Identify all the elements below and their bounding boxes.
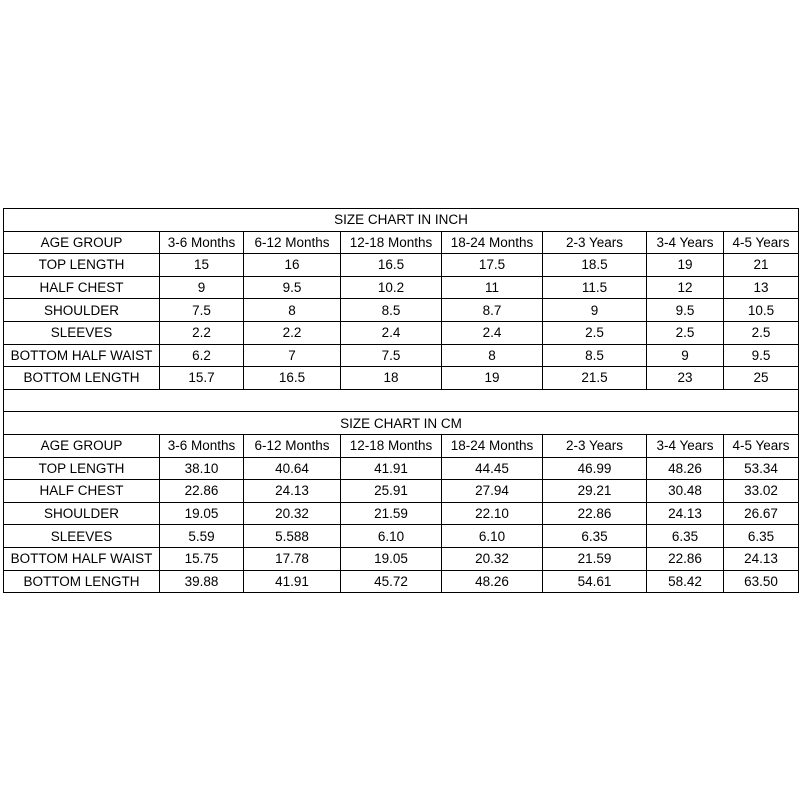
table-cell: 21.59 [543,547,647,570]
row-label: BOTTOM LENGTH [4,367,160,390]
table-cell: 6.35 [647,525,724,548]
table-cell: 7.5 [341,344,442,367]
spacer-row [4,389,799,412]
cm-chart-title: SIZE CHART IN CM [4,412,799,435]
row-label: HALF CHEST [4,480,160,503]
table-cell: 7 [244,344,341,367]
table-row [4,480,799,503]
cm-header-row [4,434,799,457]
column-header: 18-24 Months [442,231,543,254]
table-row [4,502,799,525]
table-cell: 38.10 [160,457,244,480]
column-header: 6-12 Months [244,434,341,457]
column-header: 12-18 Months [341,231,442,254]
table-cell: 21.5 [543,367,647,390]
table-row [4,570,799,593]
cm-title-row [4,412,799,435]
table-cell: 9.5 [724,344,799,367]
table-cell: 25.91 [341,480,442,503]
table-row [4,457,799,480]
table-cell: 5.59 [160,525,244,548]
table-row [4,299,799,322]
table-cell: 8 [244,299,341,322]
table-cell: 22.86 [543,502,647,525]
table-cell: 30.48 [647,480,724,503]
table-cell: 6.35 [724,525,799,548]
row-label: TOP LENGTH [4,254,160,277]
table-cell: 2.5 [543,321,647,344]
row-label: BOTTOM LENGTH [4,570,160,593]
table-cell: 53.34 [724,457,799,480]
row-label: SHOULDER [4,299,160,322]
table-cell: 22.10 [442,502,543,525]
table-cell: 39.88 [160,570,244,593]
table-cell: 19 [647,254,724,277]
table-cell: 9 [647,344,724,367]
inch-title-row [4,209,799,232]
table-cell: 16 [244,254,341,277]
table-cell: 63.50 [724,570,799,593]
column-header: 3-4 Years [647,231,724,254]
table-cell: 2.2 [244,321,341,344]
table-cell: 9.5 [244,276,341,299]
table-cell: 48.26 [647,457,724,480]
table-cell: 20.32 [244,502,341,525]
column-header: 3-6 Months [160,231,244,254]
table-cell: 19 [442,367,543,390]
table-cell: 15.75 [160,547,244,570]
table-cell: 6.2 [160,344,244,367]
table-cell: 27.94 [442,480,543,503]
table-cell: 2.2 [160,321,244,344]
row-label: HALF CHEST [4,276,160,299]
table-cell: 2.5 [724,321,799,344]
table-cell: 21.59 [341,502,442,525]
table-cell: 13 [724,276,799,299]
table-cell: 15.7 [160,367,244,390]
table-cell: 25 [724,367,799,390]
table-cell: 19.05 [341,547,442,570]
table-cell: 6.10 [442,525,543,548]
spacer-cell [4,389,799,412]
table-cell: 21 [724,254,799,277]
table-cell: 8 [442,344,543,367]
table-cell: 24.13 [647,502,724,525]
table-cell: 8.5 [543,344,647,367]
size-chart-table [3,208,799,593]
table-cell: 22.86 [647,547,724,570]
table-cell: 19.05 [160,502,244,525]
column-header: AGE GROUP [4,434,160,457]
table-cell: 10.5 [724,299,799,322]
table-cell: 54.61 [543,570,647,593]
inch-chart-title: SIZE CHART IN INCH [4,209,799,232]
table-cell: 33.02 [724,480,799,503]
table-row [4,547,799,570]
column-header: 3-6 Months [160,434,244,457]
table-cell: 41.91 [341,457,442,480]
table-row [4,367,799,390]
table-cell: 12 [647,276,724,299]
table-row [4,525,799,548]
column-header: AGE GROUP [4,231,160,254]
table-cell: 11.5 [543,276,647,299]
column-header: 18-24 Months [442,434,543,457]
table-row [4,344,799,367]
table-cell: 20.32 [442,547,543,570]
table-cell: 40.64 [244,457,341,480]
table-cell: 17.5 [442,254,543,277]
table-cell: 18.5 [543,254,647,277]
table-cell: 29.21 [543,480,647,503]
table-cell: 11 [442,276,543,299]
table-cell: 15 [160,254,244,277]
table-cell: 26.67 [724,502,799,525]
row-label: SHOULDER [4,502,160,525]
row-label: SLEEVES [4,321,160,344]
table-cell: 16.5 [341,254,442,277]
table-cell: 18 [341,367,442,390]
table-cell: 2.5 [647,321,724,344]
table-cell: 48.26 [442,570,543,593]
table-cell: 10.2 [341,276,442,299]
table-cell: 7.5 [160,299,244,322]
row-label: TOP LENGTH [4,457,160,480]
table-cell: 41.91 [244,570,341,593]
table-cell: 6.10 [341,525,442,548]
table-cell: 17.78 [244,547,341,570]
table-cell: 16.5 [244,367,341,390]
row-label: BOTTOM HALF WAIST [4,547,160,570]
inch-header-row [4,231,799,254]
table-row [4,276,799,299]
table-cell: 9 [543,299,647,322]
table-cell: 8.7 [442,299,543,322]
column-header: 6-12 Months [244,231,341,254]
row-label: SLEEVES [4,525,160,548]
column-header: 4-5 Years [724,231,799,254]
table-cell: 6.35 [543,525,647,548]
table-cell: 44.45 [442,457,543,480]
table-cell: 24.13 [724,547,799,570]
table-cell: 45.72 [341,570,442,593]
table-cell: 22.86 [160,480,244,503]
table-cell: 23 [647,367,724,390]
column-header: 2-3 Years [543,231,647,254]
column-header: 3-4 Years [647,434,724,457]
table-cell: 8.5 [341,299,442,322]
column-header: 12-18 Months [341,434,442,457]
table-cell: 24.13 [244,480,341,503]
row-label: BOTTOM HALF WAIST [4,344,160,367]
table-cell: 9.5 [647,299,724,322]
table-cell: 9 [160,276,244,299]
table-cell: 2.4 [442,321,543,344]
table-row [4,254,799,277]
table-row [4,321,799,344]
column-header: 4-5 Years [724,434,799,457]
table-cell: 46.99 [543,457,647,480]
table-cell: 2.4 [341,321,442,344]
column-header: 2-3 Years [543,434,647,457]
table-cell: 5.588 [244,525,341,548]
table-cell: 58.42 [647,570,724,593]
